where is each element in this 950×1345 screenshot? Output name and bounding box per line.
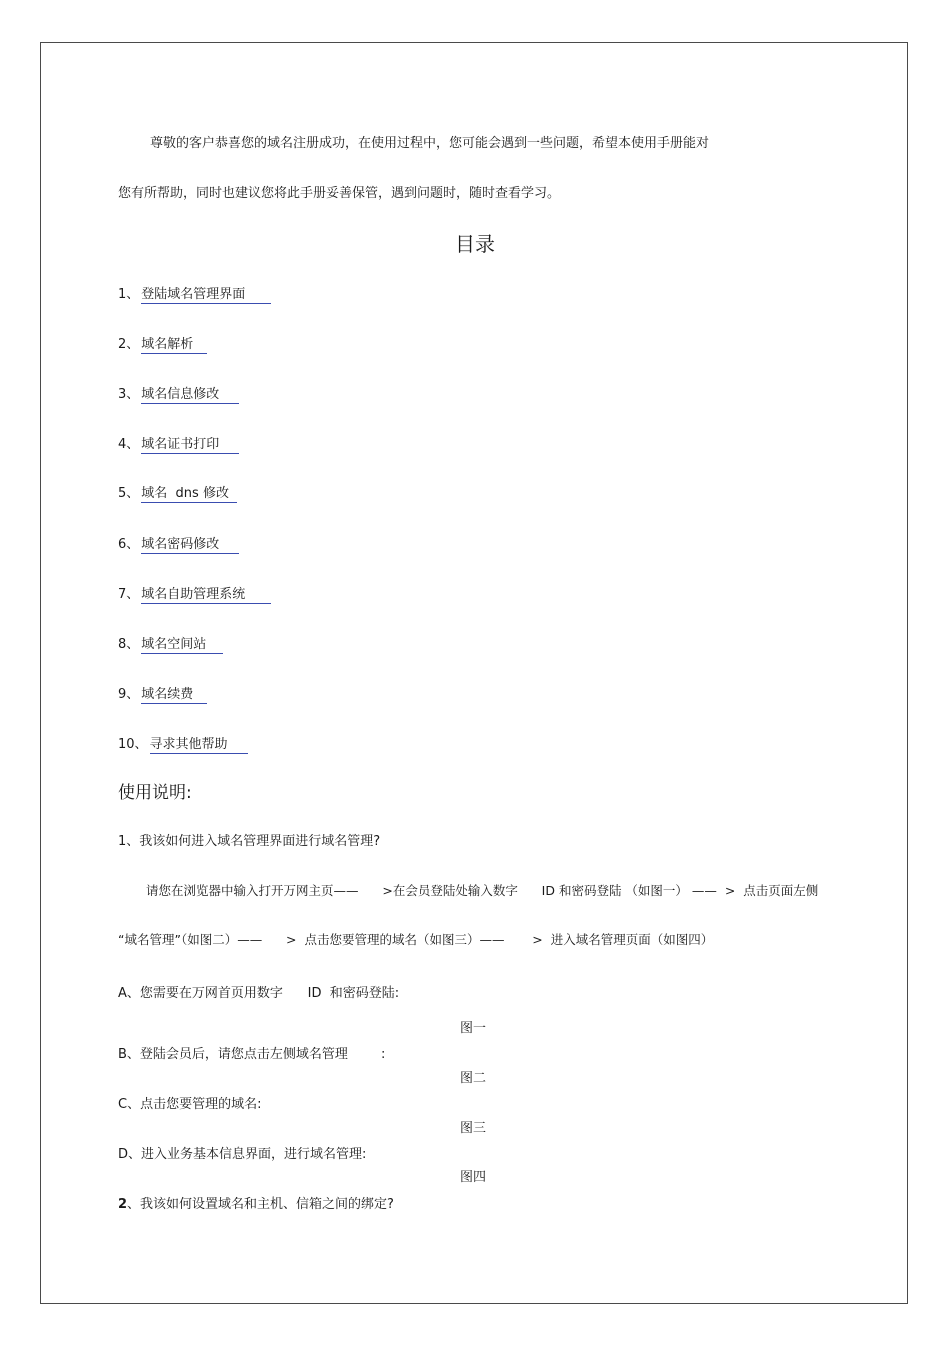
toc-item-link[interactable]: 域名解析 [141, 337, 207, 354]
question-2 [118, 1197, 394, 1213]
question-2-number: 2 [118, 1197, 128, 1212]
toc-item-link[interactable]: 域名证书打印 [141, 437, 239, 454]
toc-item-8[interactable] [118, 637, 223, 654]
toc-item-3[interactable] [118, 387, 239, 404]
toc-item-number: 1、 [118, 287, 140, 302]
toc-item-number: 6、 [118, 537, 140, 552]
toc-item-6[interactable] [118, 537, 239, 554]
toc-item-10[interactable] [118, 737, 248, 754]
intro-line-1: 尊敬的客户恭喜您的域名注册成功，在使用过程中，您可能会遇到一些问题，希望本使用手册能对 [150, 136, 710, 151]
step-b: B、登陆会员后，请您点击左侧域名管理 : [118, 1047, 386, 1062]
toc-item-9[interactable] [118, 687, 207, 704]
toc-item-link[interactable]: 域名自助管理系统 [141, 587, 271, 604]
toc-item-number: 2、 [118, 337, 140, 352]
toc-item-link[interactable]: 登陆域名管理界面 [141, 287, 271, 304]
toc-item-number: 9、 [118, 687, 140, 702]
toc-title: 目录 [455, 232, 495, 256]
toc-item-4[interactable] [118, 437, 239, 454]
figure-3-caption: 图三 [459, 1121, 486, 1136]
toc-item-5[interactable] [118, 486, 237, 503]
toc-item-number: 4、 [118, 437, 140, 452]
step-d: D、进入业务基本信息界面，进行域名管理: [118, 1147, 367, 1162]
toc-item-link[interactable]: 域名续费 [141, 687, 207, 704]
question-2-text: 、我该如何设置域名和主机、信箱之间的绑定? [127, 1197, 394, 1212]
toc-item-link[interactable]: 域名空间站 [141, 637, 223, 654]
toc-item-number: 8、 [118, 637, 140, 652]
intro-line-2: 您有所帮助，同时也建议您将此手册妥善保管，遇到问题时，随时查看学习。 [118, 186, 561, 201]
step-c: C、点击您要管理的域名: [118, 1097, 262, 1112]
usage-heading: 使用说明: [118, 783, 192, 803]
figure-1-caption: 图一 [459, 1021, 486, 1036]
toc-item-link[interactable]: 寻求其他帮助 [150, 737, 248, 754]
figure-2-caption: 图二 [459, 1071, 486, 1086]
toc-item-number: 10、 [118, 737, 148, 752]
toc-item-link[interactable]: 域名 dns 修改 [141, 486, 237, 503]
toc-item-number: 3、 [118, 387, 140, 402]
toc-item-7[interactable] [118, 587, 271, 604]
toc-item-link[interactable]: 域名信息修改 [141, 387, 239, 404]
figure-4-caption: 图四 [459, 1170, 486, 1185]
toc-item-link[interactable]: 域名密码修改 [141, 537, 239, 554]
toc-item-number: 7、 [118, 587, 140, 602]
toc-item-1[interactable] [118, 287, 271, 304]
toc-item-number: 5、 [118, 486, 140, 501]
question-1-para-2: “域名管理”（如图二）—— > 点击您要管理的域名（如图三）—— > 进入域名管理页面（如图四） [118, 932, 714, 947]
toc-item-2[interactable] [118, 337, 207, 354]
question-1-para-1: 请您在浏览器中输入打开万网主页—— >在会员登陆处输入数字 ID 和密码登陆 （如图一） —— > 点击页面左侧 [146, 883, 819, 898]
step-a: A、您需要在万网首页用数字 ID 和密码登陆: [118, 986, 400, 1001]
question-1: 1、我该如何进入域名管理界面进行域名管理? [118, 834, 381, 849]
